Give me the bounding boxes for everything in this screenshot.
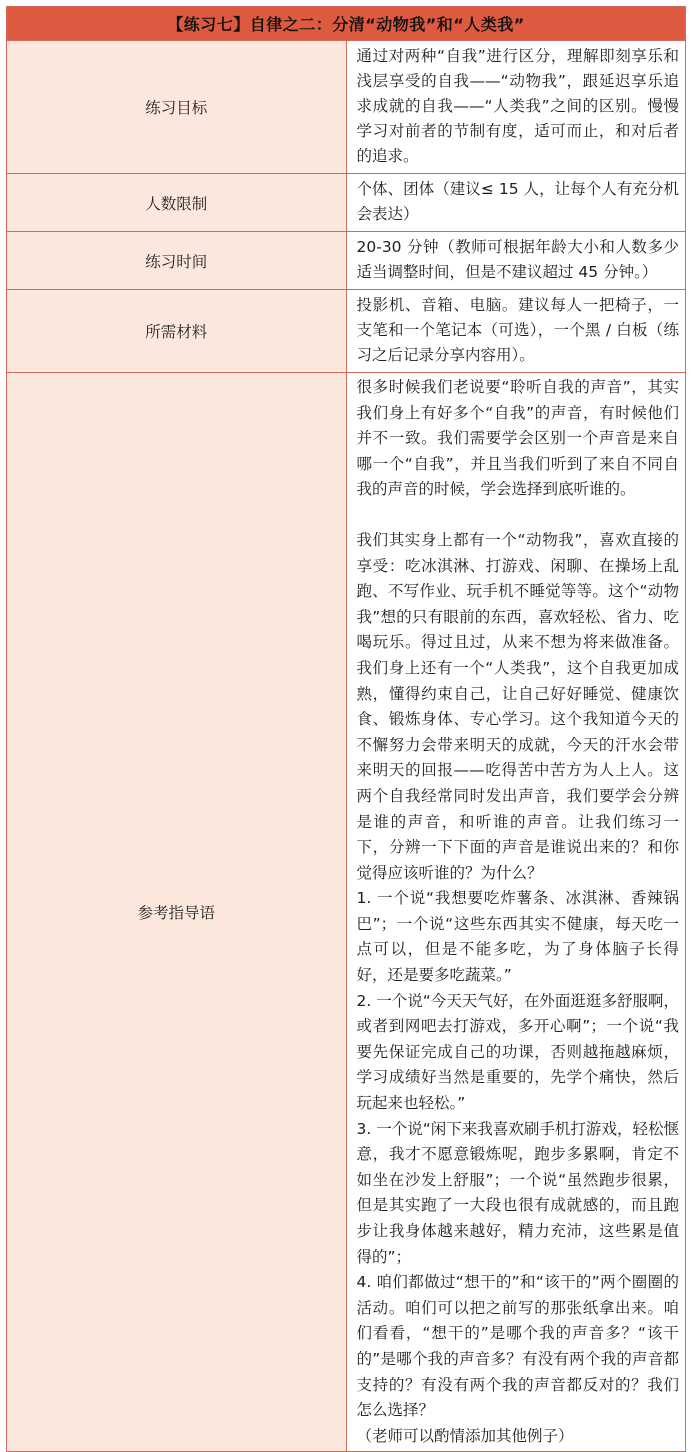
- table-row-group-size: [7, 174, 686, 232]
- row-content-group-size: 个体、团体（建议≤ 15 人，让每个人有充分机会表达）: [346, 174, 686, 232]
- row-label-goal: 练习目标: [7, 41, 347, 174]
- guidance-paragraph-intro: 很多时候我们老说要“聆听自我的声音”，其实我们身上有好多个“自我”的声音，有时候他们并不一致。我们需要学会区别一个声音是来自哪一个“自我”，并且当我们听到了来自不同自我的声音的时候，学会选择到底听谁的。: [356, 378, 679, 499]
- table-title: 【练习七】自律之二：分清“动物我”和“人类我”: [7, 7, 686, 41]
- guidance-blank-line: [357, 503, 680, 528]
- row-label-duration: 练习时间: [7, 232, 347, 290]
- exercise-table-container: [6, 6, 686, 1452]
- row-label-group-size: 人数限制: [7, 174, 347, 232]
- row-content-materials: 投影机、音箱、电脑。建议每人一把椅子，一支笔和一个笔记本（可选），一个黑 / 白板（练习之后记录分享内容用）。: [346, 290, 686, 373]
- row-content-guidance: [346, 373, 686, 1452]
- guidance-example-2: 2. 一个说“今天天气好，在外面逛逛多舒服啊，或者到网吧去打游戏，多开心啊”；一个说“我要先保证完成自己的功课，否则越拖越麻烦，学习成绩好当然是重要的，先学个痛快，然后玩起来也轻松。”: [356, 991, 679, 1113]
- row-label-guidance: 参考指导语: [7, 373, 347, 1452]
- guidance-example-4: 4. 咱们都做过“想干的”和“该干的”两个圈圈的活动。咱们可以把之前写的那张纸拿出来。咱们看看，“想干的”是哪个我的声音多？“该干的”是哪个我的声音多？有没有两个我的声音都支持的？有没有两个我的声音都反对的？我们怎么选择？: [356, 1273, 679, 1420]
- exercise-table: [6, 6, 686, 1452]
- table-row-goal: [7, 41, 686, 174]
- guidance-example-1: 1. 一个说“我想要吃炸薯条、冰淇淋、香辣锅巴”；一个说“这些东西其实不健康，每天吃一点可以，但是不能多吃，为了身体脑子长得好，还是要多吃蔬菜。”: [356, 889, 679, 985]
- row-content-duration: 20-30 分钟（教师可根据年龄大小和人数多少适当调整时间，但是不建议超过 45 分钟。）: [346, 232, 686, 290]
- row-label-materials: 所需材料: [7, 290, 347, 373]
- row-content-goal: 通过对两种“自我”进行区分，理解即刻享乐和浅层享受的自我——“动物我”，跟延迟享乐追求成就的自我——“人类我”之间的区别。慢慢学习对前者的节制有度，适可而止，和对后者的追求。: [346, 41, 686, 174]
- guidance-paragraph-explanation: 我们其实身上都有一个“动物我”，喜欢直接的享受：吃冰淇淋、打游戏、闲聊、在操场上乱跑、不写作业、玩手机不睡觉等等。这个“动物我”想的只有眼前的东西，喜欢轻松、省力、吃喝玩乐。得过且过，从来不想为将来做准备。我们身上还有一个“人类我”，这个自我更加成熟，懂得约束自己，让自己好好睡觉、健康饮食、锻炼身体、专心学习。这个我知道今天的不懈努力会带来明天的成就，今天的汗水会带来明天的回报——吃得苦中苦方为人上人。这两个自我经常同时发出声音，我们要学会分辨是谁的声音，和听谁的声音。让我们练习一下，分辨一下下面的声音是谁说出来的？和你觉得应该听谁的？为什么？: [356, 530, 679, 882]
- table-row-guidance: [7, 373, 686, 1452]
- table-row-materials: [7, 290, 686, 373]
- guidance-example-3: 3. 一个说“闲下来我喜欢刷手机打游戏，轻松惬意，我才不愿意锻炼呢，跑步多累啊，肯定不如坐在沙发上舒服”；一个说“虽然跑步很累，但是其实跑了一大段也很有成就感的，而且跑步让我身体越来越好，精力充沛，这些累是值得的”；: [356, 1119, 679, 1266]
- guidance-note: （老师可以酌情添加其他例子）: [356, 1426, 574, 1445]
- table-row-duration: [7, 232, 686, 290]
